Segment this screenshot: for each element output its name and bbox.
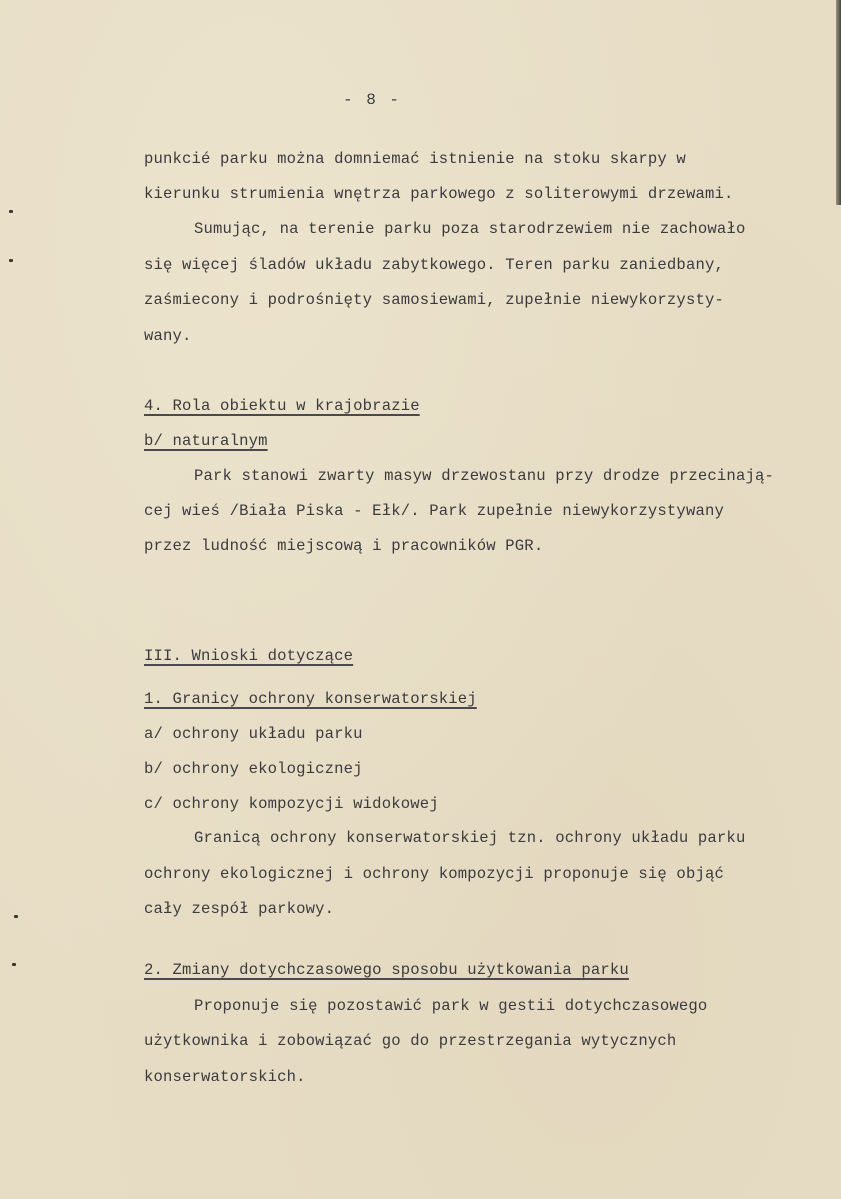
text-line: cały zespół parkowy. [144,900,335,918]
margin-mark [9,259,13,262]
text-line: ochrony ekologicznej i ochrony kompozycji proponuje się objąć [144,865,724,883]
text-line: Park stanowi zwarty masyw drzewostanu przy drodze przecinają- [194,467,774,485]
text-line: zaśmiecony i podrośnięty samosiewami, zupełnie niewykorzysty- [144,291,724,309]
text-line: konserwatorskich. [144,1068,306,1086]
list-item: c/ ochrony kompozycji widokowej [144,795,439,813]
margin-mark [9,210,13,213]
text-line: cej wieś /Biała Piska - Ełk/. Park zupełnie niewykorzystywany [144,502,724,520]
text-line: punkcié parku można domniemać istnienie na stoku skarpy w [144,150,686,168]
subsection-heading: 2. Zmiany dotychczasowego sposobu użytkowania parku [144,961,629,979]
subsection-heading: 1. Granicy ochrony konserwatorskiej [144,690,477,708]
text-line: przez ludność miejscową i pracowników PGR. [144,537,544,555]
margin-mark [14,915,18,918]
list-item: a/ ochrony układu parku [144,725,363,743]
margin-mark [12,963,16,966]
section-subheading: b/ naturalnym [144,432,268,450]
text-line: się więcej śladów układu zabytkowego. Teren parku zaniedbany, [144,256,724,274]
page-edge-shadow [836,0,841,205]
section-heading: 4. Rola obiektu w krajobrazie [144,397,420,415]
section-heading: III. Wnioski dotyczące [144,647,354,665]
text-line: użytkownika i zobowiązać go do przestrzegania wytycznych [144,1032,677,1050]
text-line: kierunku strumienia wnętrza parkowego z soliterowymi drzewami. [144,185,734,203]
text-line: wany. [144,327,192,345]
list-item: b/ ochrony ekologicznej [144,760,363,778]
text-line: Granicą ochrony konserwatorskiej tzn. ochrony układu parku [194,829,746,847]
page-number: - 8 - [343,91,402,109]
text-line: Proponuje się pozostawić park w gestii dotychczasowego [194,997,708,1015]
text-line: Sumując, na terenie parku poza starodrzewiem nie zachowało [194,220,746,238]
